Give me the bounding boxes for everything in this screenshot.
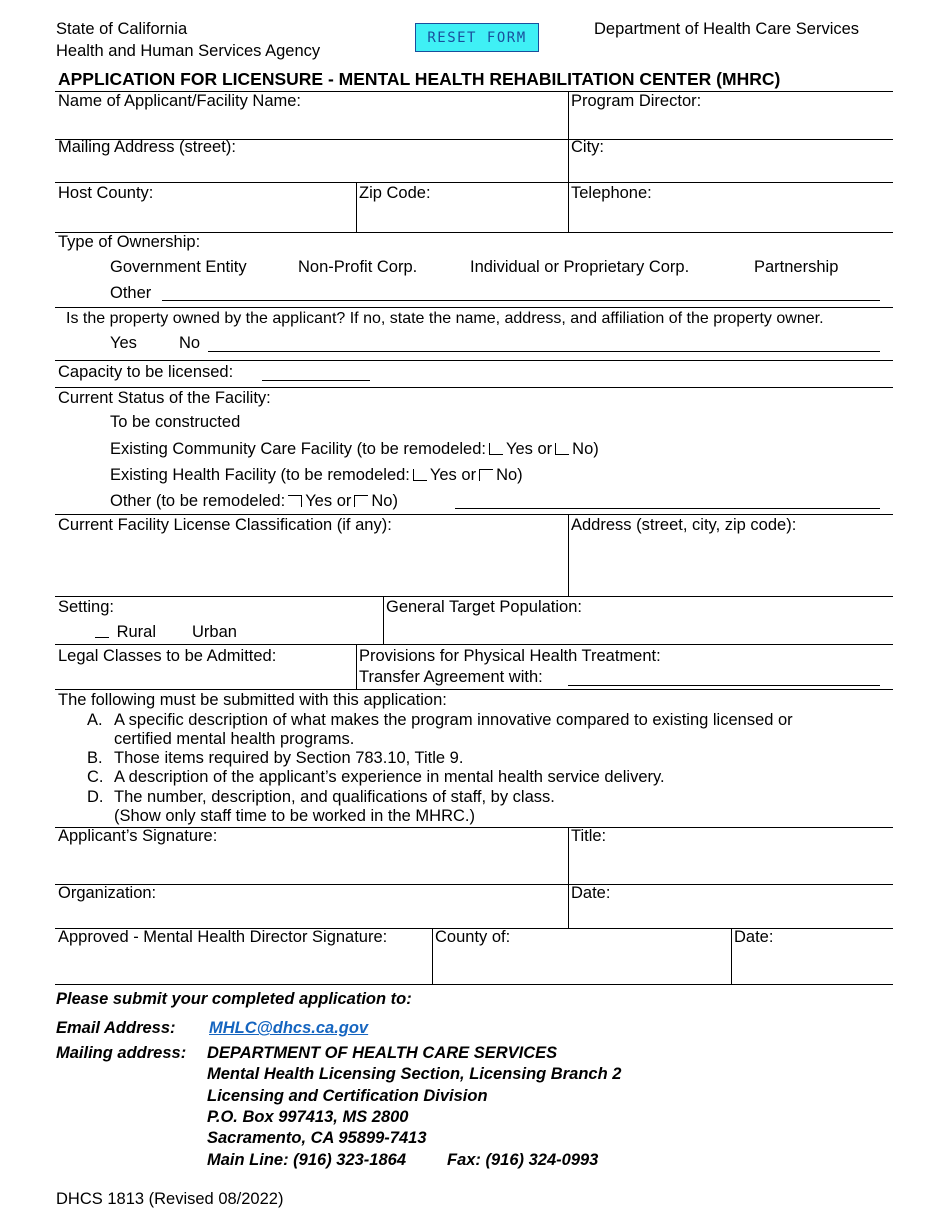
signature-date-label: Date: <box>571 884 611 902</box>
status-community-care-label: Existing Community Care Facility (to be remodeled: <box>110 440 486 458</box>
checkbox-icon[interactable] <box>354 495 368 507</box>
form-title: APPLICATION FOR LICENSURE - MENTAL HEALTH REHABILITATION CENTER (MHRC) <box>58 69 781 89</box>
divider <box>55 644 893 645</box>
checkbox-icon[interactable] <box>555 443 569 455</box>
email-label: Email Address: <box>56 1019 176 1037</box>
checkbox-icon[interactable] <box>413 469 427 481</box>
checkbox-icon[interactable] <box>479 469 493 481</box>
target-population-label: General Target Population: <box>386 598 582 616</box>
submit-heading: Please submit your completed application to: <box>56 990 412 1008</box>
divider <box>55 387 893 388</box>
status-health-facility-label: Existing Health Facility (to be remodeled: <box>110 466 410 484</box>
capacity-label: Capacity to be licensed: <box>58 363 234 381</box>
organization-label: Organization: <box>58 884 157 902</box>
telephone-label: Telephone: <box>571 184 652 202</box>
zip-code-label: Zip Code: <box>359 184 431 202</box>
divider <box>55 182 893 183</box>
agency-name: Health and Human Services Agency <box>56 42 321 60</box>
divider <box>731 928 732 984</box>
mailing-address-heading: Mailing address: <box>56 1044 187 1062</box>
divider <box>568 514 569 596</box>
yes-label: Yes or <box>429 466 477 484</box>
status-health-facility[interactable] <box>110 466 523 485</box>
setting-urban[interactable]: Urban <box>192 623 237 641</box>
applicant-name-label: Name of Applicant/Facility Name: <box>58 92 302 110</box>
ownership-label: Type of Ownership: <box>58 233 201 251</box>
divider <box>356 644 357 689</box>
requirement-d: The number, description, and qualifications of staff, by class. <box>114 788 555 806</box>
reset-form-button[interactable]: RESET FORM <box>415 23 539 52</box>
ownership-option-partnership[interactable]: Partnership <box>754 258 839 276</box>
divider <box>568 91 569 232</box>
signature-title-label: Title: <box>571 827 607 845</box>
ownership-option-other[interactable]: Other <box>110 284 152 302</box>
capacity-input[interactable] <box>262 380 370 381</box>
city-label: City: <box>571 138 604 156</box>
requirement-c: A description of the applicant’s experience in mental health service delivery. <box>114 768 665 786</box>
divider <box>55 360 893 361</box>
license-classification-label: Current Facility License Classification (if any): <box>58 516 392 534</box>
requirement-a-cont: certified mental health programs. <box>114 730 355 748</box>
requirement-letter: D. <box>87 788 104 806</box>
approved-date-label: Date: <box>734 928 774 946</box>
status-other-input[interactable] <box>455 508 880 509</box>
legal-classes-label: Legal Classes to be Admitted: <box>58 647 277 665</box>
ownership-option-government[interactable]: Government Entity <box>110 258 247 276</box>
classification-address-label: Address (street, city, zip code): <box>571 516 797 534</box>
ownership-option-individual[interactable]: Individual or Proprietary Corp. <box>470 258 690 276</box>
yes-label: Yes or <box>505 440 553 458</box>
requirements-intro: The following must be submitted with this application: <box>58 691 447 709</box>
divider <box>356 182 357 232</box>
checkbox-icon[interactable] <box>288 495 302 507</box>
program-director-label: Program Director: <box>571 92 702 110</box>
divider <box>55 689 893 690</box>
property-question: Is the property owned by the applicant? If no, state the name, address, and affiliation of the property owner. <box>66 310 824 327</box>
requirement-letter: C. <box>87 768 104 786</box>
divider <box>55 514 893 515</box>
state-name: State of California <box>56 20 188 38</box>
requirement-d-cont: (Show only staff time to be worked in the MHRC.) <box>114 807 476 825</box>
divider <box>568 827 569 928</box>
ownership-option-nonprofit[interactable]: Non-Profit Corp. <box>298 258 418 276</box>
applicant-signature-label: Applicant’s Signature: <box>58 827 218 845</box>
transfer-agreement-label: Transfer Agreement with: <box>359 668 543 686</box>
main-line: Main Line: (916) 323-1864 <box>207 1151 406 1169</box>
property-owner-input[interactable] <box>208 351 880 352</box>
status-to-be-constructed[interactable]: To be constructed <box>110 413 241 431</box>
mail-line: Sacramento, CA 95899-7413 <box>207 1129 427 1147</box>
requirement-letter: A. <box>87 711 103 729</box>
requirement-b: Those items required by Section 783.10, Title 9. <box>114 749 464 767</box>
status-other[interactable] <box>110 492 398 511</box>
form-id: DHCS 1813 (Revised 08/2022) <box>56 1190 284 1208</box>
property-yes[interactable]: Yes <box>110 334 137 352</box>
divider <box>55 984 893 985</box>
host-county-label: Host County: <box>58 184 154 202</box>
requirement-a: A specific description of what makes the program innovative compared to existing licensed or <box>114 711 793 729</box>
checkbox-icon[interactable] <box>489 443 503 455</box>
fax-line: Fax: (916) 324-0993 <box>447 1151 599 1169</box>
transfer-agreement-input[interactable] <box>568 685 880 686</box>
divider <box>432 928 433 984</box>
department-name: Department of Health Care Services <box>594 20 860 38</box>
mail-line: Mental Health Licensing Section, Licensing Branch 2 <box>207 1065 622 1083</box>
provisions-label: Provisions for Physical Health Treatment: <box>359 647 661 665</box>
divider <box>55 596 893 597</box>
no-label: No) <box>371 492 398 510</box>
county-of-label: County of: <box>435 928 511 946</box>
status-label: Current Status of the Facility: <box>58 389 271 407</box>
rural-label: Rural <box>116 623 157 641</box>
no-label: No) <box>572 440 599 458</box>
requirement-letter: B. <box>87 749 103 767</box>
divider <box>383 596 384 644</box>
mail-line: P.O. Box 997413, MS 2800 <box>207 1108 409 1126</box>
email-link[interactable]: MHLC@dhcs.ca.gov <box>209 1019 369 1037</box>
status-community-care[interactable] <box>110 440 599 459</box>
mailing-address-label: Mailing Address (street): <box>58 138 236 156</box>
setting-label: Setting: <box>58 598 114 616</box>
checkbox-icon[interactable] <box>95 626 109 638</box>
divider <box>55 884 893 885</box>
mail-line: DEPARTMENT OF HEALTH CARE SERVICES <box>207 1044 558 1062</box>
mail-line: Licensing and Certification Division <box>207 1087 488 1105</box>
property-no[interactable]: No <box>179 334 201 352</box>
no-label: No) <box>496 466 523 484</box>
yes-label: Yes or <box>305 492 352 510</box>
status-other-label: Other (to be remodeled: <box>110 492 286 510</box>
setting-rural[interactable] <box>92 623 156 642</box>
divider <box>55 307 893 308</box>
approved-signature-label: Approved - Mental Health Director Signature: <box>58 928 388 946</box>
ownership-other-input[interactable] <box>162 300 880 301</box>
